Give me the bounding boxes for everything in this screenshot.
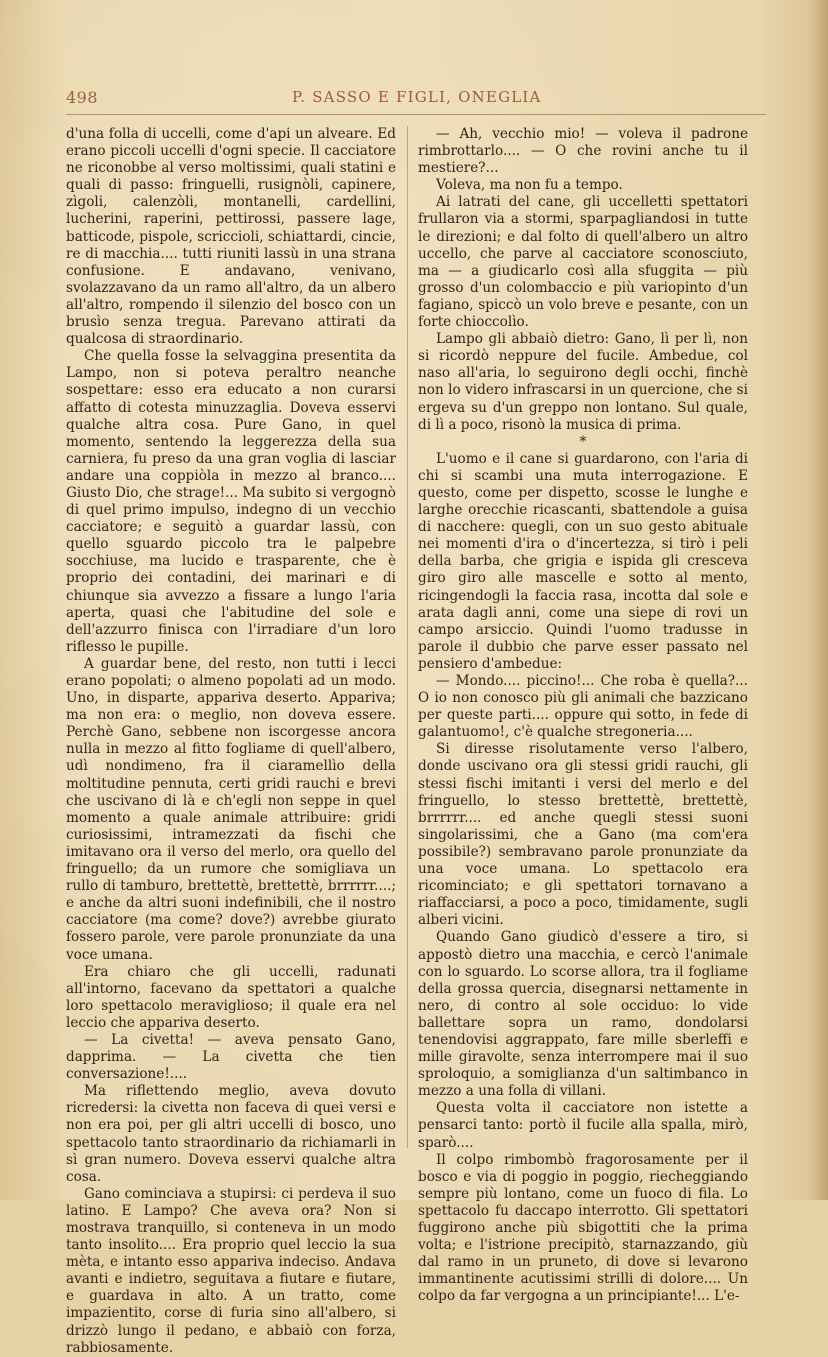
paragraph: Voleva, ma non fu a tempo.: [436, 177, 623, 194]
paragraph: Quando Gano giudicò d'essere a tiro, si appostò dietro una macchia, e cercò l'animale con lo sguardo. Lo scorse allora, tra il fogliame della grossa quercia, disegnarsi nettamente in nero, di contro al sole occiduo: lo vide ballettare sopra un ramo, dondolarsi tenendovisi aggrappato, fare mille sberleffi e mille giravolte, senza interrompere mai il suo sproloquio, a somiglianza d'un saltimbanco in mezzo a una folla di villani.: [418, 929, 748, 1100]
paragraph: A guardar bene, del resto, non tutti i lecci erano popolati; o almeno popolati ad un modo. Uno, in disparte, appariva deserto. Appariva; ma non era: o meglio, non doveva essere. Perchè Gano, sebbene non iscorgesse ancora nulla in mezzo al fitto fogliame di quell'albero, udì nondimeno, fra il ciaramellìo della moltitudine pennuta, certi gridi rauchi e brevi che uscivano di là e ch'egli non seppe in quel momento a quale animale attribuire: gridi curiosissimi, intramezzati da fischi che imitavano ora il verso del merlo, ora quello del fringuello; da un rumore che somigliava un rullo di tamburo, brettettè, brettettè, brrrrrr....; e anche da altri suoni indefinibili, che il nostro cacciatore (ma come? dove?) avrebbe giurato fossero parole, vere parole pronunziate da una voce umana.: [66, 655, 396, 963]
column-divider: [407, 126, 408, 1148]
paragraph: — La civetta! — aveva pensato Gano, dapprima. — La civetta che tien conversazione!....: [66, 1031, 396, 1083]
header-rule: [66, 114, 766, 115]
paragraph: — Ah, vecchio mio! — voleva il padrone rimbrottarlo.... — O che rovini anche tu il mestiere?...: [418, 126, 748, 177]
paragraph: Ai latrati del cane, gli uccelletti spettatori frullaron via a stormi, sparpagliandosi in tutte le direzioni; e dal folto di quell'albero un altro uccello, che parve al cacciatore sconosciuto, ma — a giudicarlo così alla sfuggita — più grosso d'un colombaccio e più variopinto d'un fagiano, spiccò un volo breve e pesante, con un forte chioccolìo.: [418, 194, 748, 331]
paragraph: Lampo gli abbaiò dietro: Gano, lì per lì, non si ricordò neppure del fucile. Ambedue, col naso all'aria, lo seguirono degli occhi, finchè non lo videro infrascarsi in un quercione, che si ergeva su d'un greppo non lontano. Sul quale, di lì a poco, risonò la musica di prima.: [418, 331, 748, 433]
page-header: [66, 86, 766, 110]
left-column: [66, 126, 396, 1357]
right-column: [418, 126, 748, 1305]
paragraph: d'una folla di uccelli, come d'api un alveare. Ed erano piccoli uccelli d'ogni specie. Il cacciatore ne riconobbe al verso moltissimi, quali statini e quali di passo: fringuelli, rusignòli, capinere, zìgoli, calenzòli, montanelli, cardellini, lucherini, raperini, pettirossi, passere lage, batticode, pispole, scriccioli, schiattardi, cincie, re di macchia.... tutti riuniti lassù in una strana confusione. E andavano, venivano, svolazzavano da un ramo all'altro, da un albero all'altro, rompendo il silenzio del bosco con un brusìo senza tregua. Parevano attirati da qualcosa di straordinario.: [66, 126, 396, 348]
paragraph: L'uomo e il cane si guardarono, con l'aria di chi si scambi una muta interrogazione. E questo, come per dispetto, scosse le lunghe e larghe orecchie ricascanti, sbattendole a guisa di nacchere: quegli, con un suo gesto abituale nei momenti d'ira o d'incertezza, si tirò i peli della barba, che grigia e ispida gli cresceva giro giro alle mascelle e sotto al mento, ricingendogli la faccia rasa, incotta dal sole e arata dagli anni, come una siepe di rovi un campo arsiccio. Quindi l'uomo tradusse in parole il dubbio che parve esser passato nel pensiero d'ambedue:: [418, 450, 748, 672]
paragraph: Ma riflettendo meglio, aveva dovuto ricredersi: la civetta non faceva di quei versi e non era poi, per gli altri uccelli di bosco, uno spettacolo tanto straordinario da richiamarli in sì gran numero. Doveva esservi qualche altra cosa.: [66, 1083, 396, 1185]
paragraph: — Mondo.... piccino!... Che roba è quella?... O io non conosco più gli animali che bazzicano per queste parti.... oppure qui sotto, in fede di galantuomo!, c'è qualche stregoneria....: [418, 673, 748, 741]
section-mark: *: [579, 433, 587, 450]
paragraph: Si diresse risolutamente verso l'albero, donde uscivano ora gli stessi gridi rauchi, gli stessi fischi imitanti i versi del merlo e del fringuello, lo stesso brettettè, brettettè, brrrrrr.... ed anche quegli stessi suoni singolarissimi, che a Gano (ma com'era possibile?) sembravano parole pronunziate da una voce umana. Lo spettacolo era ricominciato; e gli spettatori tornavano a riaffacciarsi, a poco a poco, timidamente, sugli alberi vicini.: [418, 741, 748, 929]
paragraph: Gano cominciava a stupirsi: ci perdeva il suo latino. E Lampo? Che aveva ora? Non si mostrava tranquillo, si conteneva in un modo tanto insolito.... Era proprio quel leccio la sua mèta, e intanto esso appariva indeciso. Andava avanti e indietro, seguitava a fiutare e fiutare, e guardava in alto. A un tratto, come impazientito, corse di furia sino all'albero, si drizzò lungo il pedano, e abbaiò con forza, rabbiosamente.: [66, 1185, 396, 1356]
running-head: P. SASSO E FIGLI, ONEGLIA: [292, 88, 542, 106]
page-number: 498: [66, 88, 99, 107]
paragraph: Questa volta il cacciatore non istette a pensarci tanto: portò il fucile alla spalla, mirò, sparò....: [418, 1100, 748, 1151]
paragraph: Era chiaro che gli uccelli, radunati all'intorno, facevano da spettatori a qualche loro spettacolo meraviglioso; il quale era nel leccio che appariva deserto.: [66, 963, 396, 1031]
page-edge-shadow: [810, 0, 828, 1200]
paragraph: Che quella fosse la selvaggina presentita da Lampo, non si poteva peraltro neanche sospettare: esso era educato a non curarsi affatto di cotesta minuzzaglia. Doveva esservi qualche altra cosa. Pure Gano, in quel momento, sentendo la leggerezza della sua carniera, fu preso da una gran voglia di lasciar andare una coppiòla in mezzo al branco.... Giusto Dio, che strage!... Ma subito si vergognò di quel primo impulso, indegno di un vecchio cacciatore; e seguitò a guardar lassù, con quello sguardo piccolo tra le palpebre socchiuse, ma lucido e trasparente, che è proprio dei contadini, dei marinari e di chiunque sia avvezzo a fissare a lungo l'aria aperta, quasi che l'abitudine del sole e dell'azzurro finisca con l'irradiare d'un loro riflesso le pupille.: [66, 348, 396, 655]
paragraph: Il colpo rimbombò fragorosamente per il bosco e via di poggio in poggio, riecheggiando sempre più lontano, come un fuoco di fila. Lo spettacolo fu daccapo interrotto. Gli spettatori fuggirono anche più sbigottiti che la prima volta; e l'istrione precipitò, starnazzando, giù dal ramo in un pruneto, di dove si levarono immantinente acutissimi strilli di dolore.... Un colpo da far vergogna a un principiante!... L'e-: [418, 1151, 748, 1305]
